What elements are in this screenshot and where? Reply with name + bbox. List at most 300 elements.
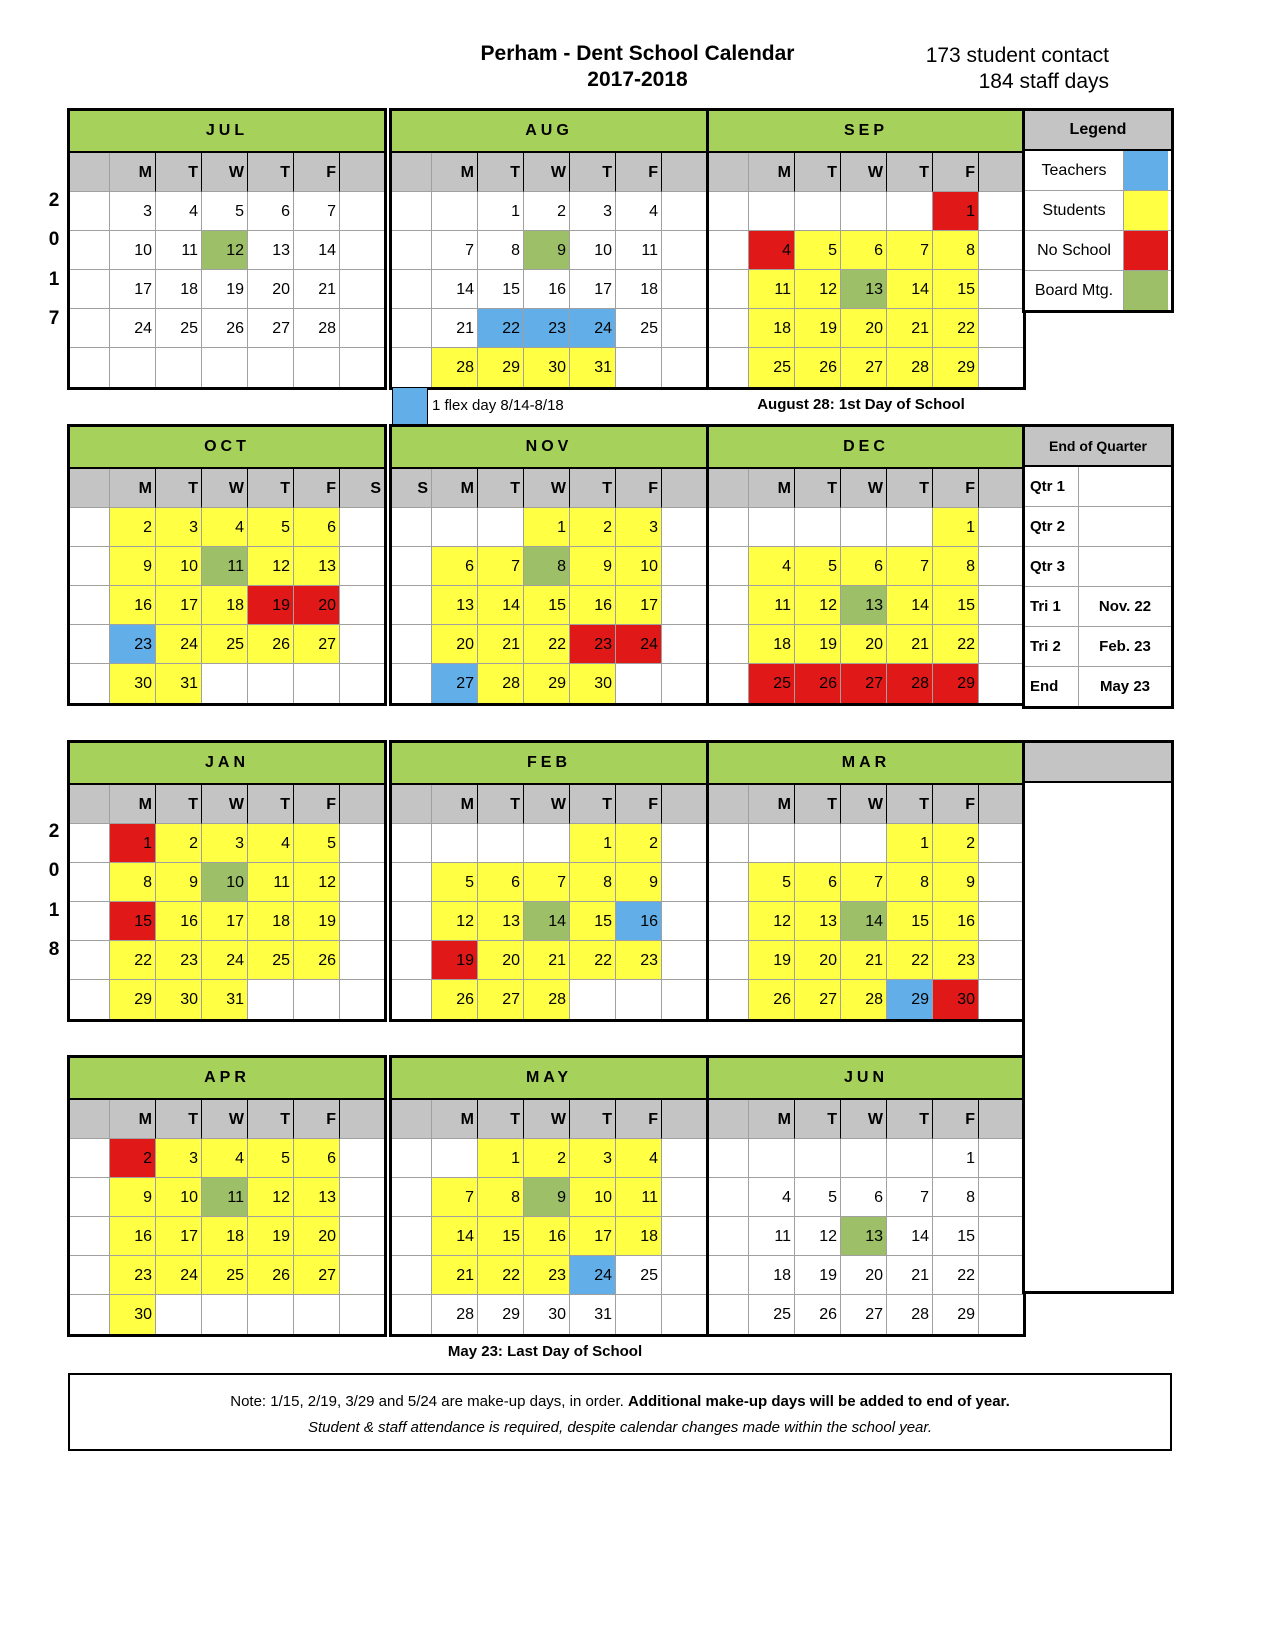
day-cell: 22 [887, 941, 933, 980]
day-cell: 23 [616, 941, 662, 980]
day-cell: 24 [202, 941, 248, 980]
day-cell [979, 664, 1023, 703]
legend-item-no-school [1025, 231, 1171, 271]
weekday-header: T [156, 469, 202, 508]
day-cell: 27 [432, 664, 478, 703]
weekday-header: T [795, 1100, 841, 1139]
day-cell: 23 [156, 941, 202, 980]
day-cell: 3 [202, 824, 248, 863]
day-cell: 6 [478, 863, 524, 902]
day-cell: 9 [570, 547, 616, 586]
day-cell: 17 [570, 270, 616, 309]
day-cell [340, 1295, 384, 1334]
day-cell: 8 [478, 1178, 524, 1217]
day-cell [616, 980, 662, 1019]
day-cell: 4 [202, 508, 248, 547]
month-dec [706, 424, 1026, 706]
day-cell: 26 [432, 980, 478, 1019]
day-cell: 14 [841, 902, 887, 941]
month-header: SEP [709, 111, 1023, 153]
day-cell: 25 [749, 664, 795, 703]
weekday-header [979, 153, 1023, 192]
day-cell: 15 [933, 1217, 979, 1256]
weekday-header: F [933, 153, 979, 192]
day-cell: 20 [795, 941, 841, 980]
day-cell: 6 [841, 1178, 887, 1217]
day-cell [70, 1295, 110, 1334]
day-cell: 3 [570, 192, 616, 231]
day-cell [70, 664, 110, 703]
day-cell: 26 [248, 625, 294, 664]
day-cell [70, 309, 110, 348]
day-cell [392, 980, 432, 1019]
day-cell: 1 [570, 824, 616, 863]
day-cell: 16 [933, 902, 979, 941]
day-cell [709, 1217, 749, 1256]
day-cell [392, 586, 432, 625]
day-cell [340, 941, 384, 980]
day-cell: 13 [841, 1217, 887, 1256]
day-cell [709, 508, 749, 547]
day-cell [340, 1139, 384, 1178]
day-cell [709, 270, 749, 309]
day-cell [979, 231, 1023, 270]
weekday-header [709, 469, 749, 508]
day-cell: 4 [202, 1139, 248, 1178]
day-cell: 28 [432, 348, 478, 387]
note-line-2: Student & staff attendance is required, despite calendar changes made within the school year. [308, 1419, 932, 1436]
day-cell: 24 [156, 1256, 202, 1295]
day-cell [662, 586, 706, 625]
day-cell [202, 348, 248, 387]
quarter-row [1025, 587, 1171, 627]
day-cell: 27 [795, 980, 841, 1019]
day-cell: 21 [887, 1256, 933, 1295]
weekday-header: T [156, 1100, 202, 1139]
day-cell [340, 309, 384, 348]
weekday-header [662, 153, 706, 192]
day-cell: 13 [795, 902, 841, 941]
day-cell [979, 547, 1023, 586]
weekday-header: M [432, 1100, 478, 1139]
legend-item-board-mtg [1025, 271, 1171, 310]
day-cell: 27 [841, 1295, 887, 1334]
day-cell [340, 1178, 384, 1217]
day-cell: 11 [749, 1217, 795, 1256]
day-cell: 4 [616, 192, 662, 231]
day-cell: 7 [478, 547, 524, 586]
day-cell: 28 [841, 980, 887, 1019]
weekday-header [979, 1100, 1023, 1139]
day-cell: 18 [202, 1217, 248, 1256]
day-cell: 22 [933, 1256, 979, 1295]
day-cell [70, 231, 110, 270]
day-cell: 8 [110, 863, 156, 902]
day-cell: 25 [616, 309, 662, 348]
day-cell: 16 [156, 902, 202, 941]
day-cell: 15 [570, 902, 616, 941]
day-cell: 21 [841, 941, 887, 980]
weekday-header [979, 785, 1023, 824]
day-cell: 5 [749, 863, 795, 902]
weekday-header: T [887, 469, 933, 508]
day-cell: 16 [570, 586, 616, 625]
day-cell [340, 508, 384, 547]
day-cell [979, 980, 1023, 1019]
note-line-1 [70, 1393, 1170, 1410]
day-cell: 21 [432, 1256, 478, 1295]
month-grid [70, 469, 384, 703]
day-cell [662, 980, 706, 1019]
day-cell: 2 [156, 824, 202, 863]
weekday-header [340, 785, 384, 824]
day-cell [202, 1295, 248, 1334]
day-cell [392, 1217, 432, 1256]
day-cell [432, 1139, 478, 1178]
weekday-header: F [294, 469, 340, 508]
day-cell: 8 [933, 231, 979, 270]
day-cell [662, 824, 706, 863]
day-cell [392, 547, 432, 586]
year-digit: 1 [48, 269, 60, 290]
day-cell: 28 [478, 664, 524, 703]
day-cell: 28 [524, 980, 570, 1019]
day-cell: 21 [524, 941, 570, 980]
month-header: APR [70, 1058, 384, 1100]
weekday-header: M [432, 153, 478, 192]
last-day-caption: May 23: Last Day of School [447, 1343, 643, 1360]
day-cell: 14 [887, 270, 933, 309]
weekday-header: T [570, 153, 616, 192]
day-cell: 8 [524, 547, 570, 586]
day-cell: 22 [570, 941, 616, 980]
day-cell [70, 586, 110, 625]
day-cell: 26 [749, 980, 795, 1019]
day-cell [248, 1295, 294, 1334]
day-cell: 30 [933, 980, 979, 1019]
day-cell: 5 [248, 508, 294, 547]
day-cell [340, 192, 384, 231]
day-cell [887, 508, 933, 547]
day-cell [70, 192, 110, 231]
day-cell: 26 [202, 309, 248, 348]
day-cell: 22 [478, 309, 524, 348]
weekday-header: M [110, 785, 156, 824]
day-cell: 5 [795, 1178, 841, 1217]
weekday-header: T [887, 785, 933, 824]
day-cell [662, 1295, 706, 1334]
day-cell: 13 [432, 586, 478, 625]
weekday-header: M [432, 785, 478, 824]
day-cell [392, 270, 432, 309]
month-jun [706, 1055, 1026, 1337]
day-cell: 5 [294, 824, 340, 863]
day-cell: 16 [110, 1217, 156, 1256]
month-mar [706, 740, 1026, 1022]
quarter-row [1025, 547, 1171, 587]
weekday-header: T [248, 785, 294, 824]
day-cell: 23 [524, 1256, 570, 1295]
weekday-header: W [841, 469, 887, 508]
day-cell [662, 547, 706, 586]
day-cell: 7 [887, 547, 933, 586]
day-cell: 20 [478, 941, 524, 980]
day-cell: 17 [110, 270, 156, 309]
month-oct [67, 424, 387, 706]
day-cell: 19 [749, 941, 795, 980]
weekday-header: W [524, 785, 570, 824]
day-cell [340, 863, 384, 902]
month-nov [389, 424, 709, 706]
weekday-header: T [248, 1100, 294, 1139]
day-cell: 28 [887, 1295, 933, 1334]
weekday-header: T [570, 1100, 616, 1139]
weekday-header [709, 785, 749, 824]
year-digit: 2 [48, 190, 60, 211]
quarter-label: Tri 2 [1025, 627, 1079, 666]
weekday-header: M [432, 469, 478, 508]
day-cell: 20 [294, 1217, 340, 1256]
day-cell [709, 863, 749, 902]
day-cell: 13 [478, 902, 524, 941]
day-cell: 7 [841, 863, 887, 902]
day-cell: 29 [478, 348, 524, 387]
day-cell: 12 [749, 902, 795, 941]
day-cell: 12 [248, 1178, 294, 1217]
day-cell: 17 [616, 586, 662, 625]
weekday-header: F [616, 469, 662, 508]
day-cell: 6 [432, 547, 478, 586]
day-cell [156, 1295, 202, 1334]
day-cell [392, 192, 432, 231]
day-cell: 27 [841, 664, 887, 703]
day-cell [340, 1217, 384, 1256]
day-cell: 15 [478, 1217, 524, 1256]
month-header: NOV [392, 427, 706, 469]
student-days-count: 173 student contact [925, 44, 1109, 67]
day-cell: 9 [524, 1178, 570, 1217]
day-cell [709, 941, 749, 980]
day-cell: 28 [887, 348, 933, 387]
year-digit: 8 [48, 939, 60, 960]
day-cell [841, 824, 887, 863]
day-cell [979, 902, 1023, 941]
weekday-header: W [202, 153, 248, 192]
day-cell: 18 [616, 270, 662, 309]
day-cell: 2 [110, 508, 156, 547]
weekday-header: M [110, 153, 156, 192]
weekday-header: F [294, 1100, 340, 1139]
day-cell: 19 [795, 309, 841, 348]
day-cell [248, 664, 294, 703]
weekday-header: T [478, 785, 524, 824]
month-sep [706, 108, 1026, 390]
day-cell: 10 [570, 231, 616, 270]
month-header: JUL [70, 111, 384, 153]
weekday-header: M [749, 469, 795, 508]
day-cell [979, 941, 1023, 980]
day-cell [70, 270, 110, 309]
day-cell [749, 1139, 795, 1178]
weekday-header [662, 785, 706, 824]
day-cell: 1 [110, 824, 156, 863]
day-cell: 1 [887, 824, 933, 863]
day-cell: 9 [156, 863, 202, 902]
weekday-header: T [795, 469, 841, 508]
weekday-header: T [887, 153, 933, 192]
weekday-header: T [570, 469, 616, 508]
day-cell: 9 [110, 547, 156, 586]
day-cell: 11 [248, 863, 294, 902]
day-cell: 11 [616, 1178, 662, 1217]
day-cell: 7 [432, 1178, 478, 1217]
day-cell: 17 [156, 586, 202, 625]
day-cell: 5 [795, 547, 841, 586]
day-cell: 5 [795, 231, 841, 270]
weekday-header: W [202, 469, 248, 508]
day-cell: 9 [110, 1178, 156, 1217]
flex-day-caption: 1 flex day 8/14-8/18 [432, 397, 564, 414]
day-cell: 30 [156, 980, 202, 1019]
day-cell: 6 [795, 863, 841, 902]
day-cell: 29 [933, 348, 979, 387]
day-cell: 11 [156, 231, 202, 270]
weekday-header: F [933, 469, 979, 508]
day-cell [202, 664, 248, 703]
day-cell: 18 [749, 1256, 795, 1295]
day-cell: 5 [432, 863, 478, 902]
weekday-header: F [933, 1100, 979, 1139]
day-cell [70, 348, 110, 387]
weekday-header: W [524, 469, 570, 508]
day-cell [340, 1256, 384, 1295]
month-header: FEB [392, 743, 706, 785]
day-cell [392, 1256, 432, 1295]
quarter-value [1079, 547, 1171, 586]
day-cell: 21 [478, 625, 524, 664]
day-cell [979, 270, 1023, 309]
day-cell: 14 [887, 1217, 933, 1256]
day-cell: 24 [570, 1256, 616, 1295]
weekday-header: W [841, 153, 887, 192]
day-cell [524, 824, 570, 863]
day-cell [662, 1217, 706, 1256]
day-cell: 2 [110, 1139, 156, 1178]
day-cell [392, 863, 432, 902]
day-cell: 28 [887, 664, 933, 703]
month-grid [70, 1100, 384, 1334]
day-cell [70, 547, 110, 586]
quarter-value [1079, 467, 1171, 506]
month-grid [70, 785, 384, 1019]
day-cell [709, 231, 749, 270]
day-cell [795, 824, 841, 863]
weekday-header: T [887, 1100, 933, 1139]
day-cell: 13 [841, 270, 887, 309]
day-cell [662, 192, 706, 231]
day-cell [709, 547, 749, 586]
day-cell: 10 [616, 547, 662, 586]
day-cell: 18 [156, 270, 202, 309]
calendar-title: Perham - Dent School Calendar [480, 42, 795, 65]
day-cell: 7 [887, 1178, 933, 1217]
quarter-value: Feb. 23 [1099, 638, 1151, 655]
day-cell [709, 902, 749, 941]
day-cell: 19 [202, 270, 248, 309]
weekday-header: F [616, 153, 662, 192]
day-cell [749, 192, 795, 231]
month-header: DEC [709, 427, 1023, 469]
day-cell: 15 [110, 902, 156, 941]
day-cell [979, 1295, 1023, 1334]
day-cell [392, 348, 432, 387]
day-cell [340, 824, 384, 863]
day-cell [709, 824, 749, 863]
day-cell: 3 [570, 1139, 616, 1178]
weekday-header [392, 785, 432, 824]
day-cell [709, 664, 749, 703]
day-cell [979, 1217, 1023, 1256]
day-cell [662, 508, 706, 547]
day-cell [432, 508, 478, 547]
day-cell [795, 508, 841, 547]
day-cell [662, 1178, 706, 1217]
day-cell [887, 192, 933, 231]
day-cell: 8 [570, 863, 616, 902]
day-cell [248, 348, 294, 387]
month-grid [392, 785, 706, 1019]
weekday-header: T [795, 153, 841, 192]
day-cell: 22 [933, 309, 979, 348]
legend-title: Legend [1025, 111, 1171, 151]
day-cell: 21 [432, 309, 478, 348]
day-cell [662, 309, 706, 348]
weekday-header: M [749, 785, 795, 824]
first-day-caption: August 28: 1st Day of School [757, 396, 965, 413]
day-cell [392, 1178, 432, 1217]
weekday-header [979, 469, 1023, 508]
day-cell [709, 1295, 749, 1334]
day-cell: 12 [202, 231, 248, 270]
day-cell [979, 192, 1023, 231]
day-cell: 24 [616, 625, 662, 664]
day-cell: 27 [248, 309, 294, 348]
day-cell: 10 [156, 1178, 202, 1217]
day-cell: 2 [616, 824, 662, 863]
day-cell [340, 231, 384, 270]
day-cell [340, 547, 384, 586]
day-cell: 14 [478, 586, 524, 625]
day-cell: 15 [478, 270, 524, 309]
day-cell: 7 [524, 863, 570, 902]
weekday-header [709, 153, 749, 192]
day-cell [795, 192, 841, 231]
month-grid [709, 785, 1023, 1019]
quarter-row [1025, 467, 1171, 507]
day-cell [70, 941, 110, 980]
day-cell: 19 [248, 1217, 294, 1256]
day-cell: 7 [432, 231, 478, 270]
day-cell: 7 [294, 192, 340, 231]
day-cell [70, 625, 110, 664]
day-cell [979, 309, 1023, 348]
day-cell [70, 824, 110, 863]
day-cell: 29 [478, 1295, 524, 1334]
day-cell: 4 [749, 1178, 795, 1217]
day-cell [662, 1256, 706, 1295]
day-cell [156, 348, 202, 387]
day-cell: 31 [202, 980, 248, 1019]
